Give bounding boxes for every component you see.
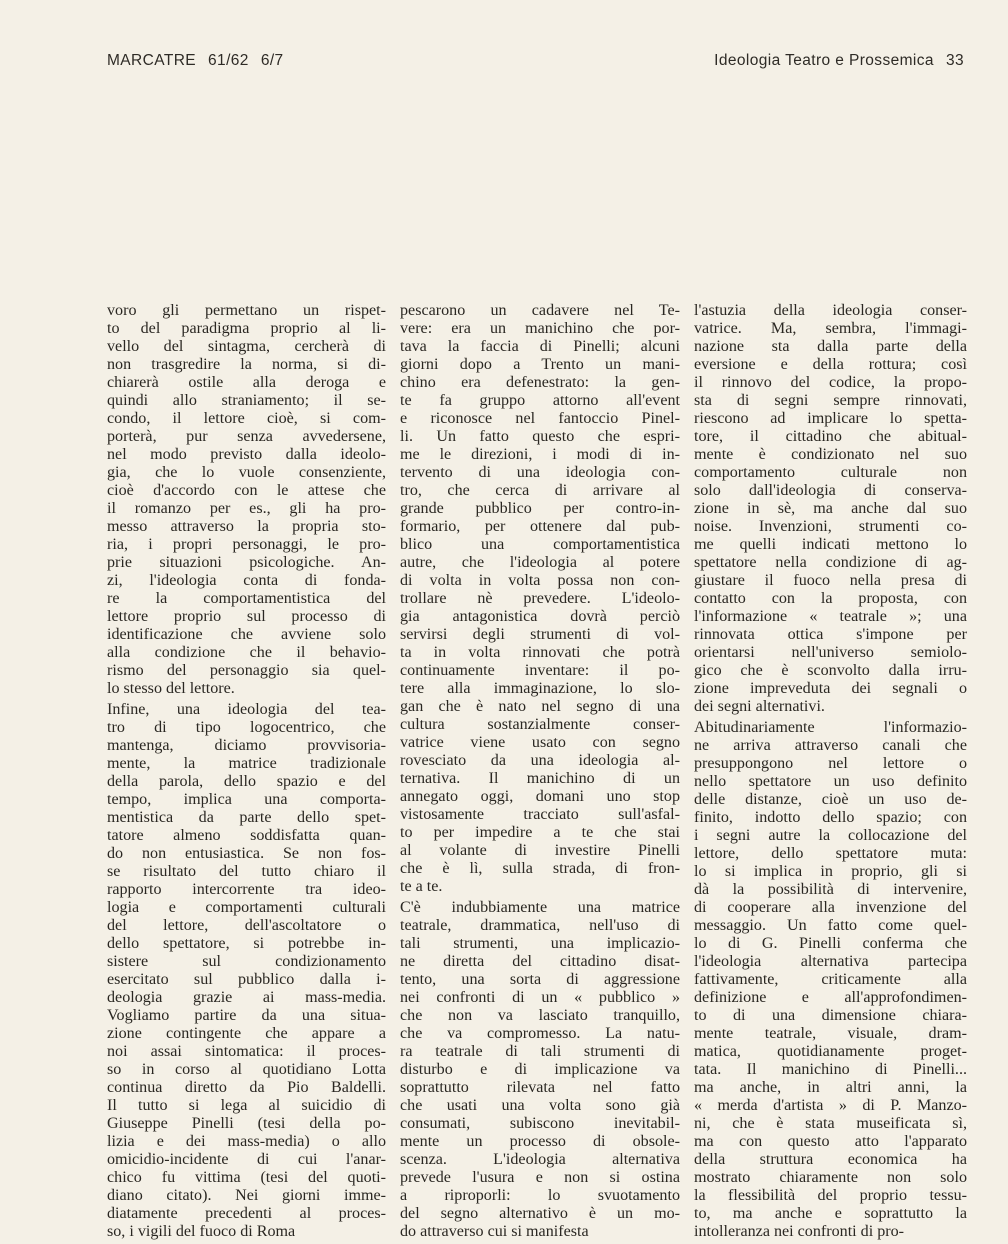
text-line: to per impedire a te che stai [400,824,680,841]
text-line: lo stesso del lettore. [107,680,235,697]
text-line: formario, per ottenere dal pub- [400,518,680,535]
text-line: vatrice. Ma, sembra, l'immagi- [694,320,967,337]
text-line: mostrato chiaramente non solo [694,1169,967,1186]
text-line: ta in volta rinnovati che potrà [400,644,680,661]
text-line: noise. Invenzioni, strumenti co- [694,518,967,535]
text-line: della parola, dello spazio e del [107,773,386,790]
text-line: pescarono un cadavere nel Te- [400,302,680,319]
text-line: soprattutto rilevata nel fatto [400,1079,680,1096]
text-line: consumati, subiscono inevitabil- [400,1115,680,1132]
text-line: grande pubblico per contro-in- [400,500,680,517]
text-line: mente teatrale, visuale, dram- [694,1025,967,1042]
text-line: sta di segni sempre rinnovati, [694,392,967,409]
text-line: diano citato). Nei giorni imme- [107,1187,386,1204]
text-line: tore, il cittadino che abitual- [694,428,967,445]
text-line: dello spettatore, si potrebbe in- [107,935,386,952]
text-line: mente è condizionato nel suo [694,446,967,463]
text-line: ra teatrale di tali strumenti di [400,1043,680,1060]
text-line: disturbo e di implicazione va [400,1061,680,1078]
text-line: to di una dimensione chiara- [694,1007,967,1024]
text-line: nazione sta dalla parte della [694,338,967,355]
text-line: Giuseppe Pinelli (tesi della po- [107,1115,386,1132]
text-line: esercitato sul pubblico dalla i- [107,971,386,988]
text-line: ria, i propri personaggi, le pro- [107,536,386,553]
text-line: to del paradigma proprio al li- [107,320,386,337]
text-line: continua diretto da Pio Baldelli. [107,1079,386,1096]
volume-number: 6/7 [260,52,284,69]
text-column-2 [400,302,680,1244]
text-line: cioè d'accordo con le attese che [107,482,386,499]
text-line: C'è indubbiamente una matrice [400,899,680,916]
issue-number: 61/62 [208,52,249,69]
header-left [107,52,284,70]
text-line: so, i vigili del fuoco di Roma [107,1223,296,1240]
text-line: il rinnovo del codice, la propo- [694,374,967,391]
text-line: diatamente precedenti al proces- [107,1205,386,1222]
text-line: di volta in volta possa non con- [400,572,680,589]
text-column-1 [107,302,386,1244]
text-line: te a te. [400,878,443,895]
text-line: vistosamente tracciato sull'asfal- [400,806,680,823]
text-line: sistere sul condizionamento [107,953,386,970]
text-line: dei segni alternativi. [694,698,825,715]
text-line: ni, che è stata museificata sì, [694,1115,967,1132]
text-line: to, ma anche e soprattutto la [694,1205,967,1222]
paragraph [400,302,680,896]
text-line: vello del sintagma, cercherà di [107,338,386,355]
text-line: fattivamente, criticamente alla [694,971,967,988]
text-line: do attraverso cui si manifesta [400,1223,589,1240]
text-line: e riconosce nel fantoccio Pinel- [400,410,680,427]
text-line: definizione e all'approfondimen- [694,989,967,1006]
text-line: lo di G. Pinelli conferma che [694,935,967,952]
text-line: trollare nè prevedere. L'ideolo- [400,590,680,607]
text-line: solo dall'ideologia di conserva- [694,482,967,499]
text-line: Abitudinariamente l'informazio- [694,719,967,736]
text-line: chino era defenestrato: la gen- [400,374,680,391]
text-line: zione impreveduta dei segnali o [694,680,967,697]
text-line: te fa gruppo attorno all'event [400,392,680,409]
text-line: prevede l'usura e non si ostina [400,1169,680,1186]
text-line: tro di tipo logocentrico, che [107,719,386,736]
text-line: condo, il lettore cioè, si com- [107,410,386,427]
paragraph [694,719,967,1241]
paragraph [400,899,680,1241]
text-line: chico fu vittima (tesi del quoti- [107,1169,386,1186]
text-line: che va compromesso. La natu- [400,1025,680,1042]
text-line: teatrale, drammatica, nell'uso di [400,917,680,934]
text-line: della struttura economica ha [694,1151,967,1168]
text-line: tatore almeno soddisfatta quan- [107,827,386,844]
text-line: vere: era un manichino che por- [400,320,680,337]
text-line: ternativa. Il manichino di un [400,770,680,787]
text-line: nei confronti di un « pubblico » [400,989,680,1006]
text-line: lettore proprio sul processo di [107,608,386,625]
text-line: gia, che lo vuole consenziente, [107,464,386,481]
text-line: il romanzo per es., gli ha pro- [107,500,386,517]
text-line: rovesciato da una ideologia al- [400,752,680,769]
text-line: lettore, dello spettatore muta: [694,845,967,862]
text-line: a riproporli: lo svuotamento [400,1187,680,1204]
text-line: spettatore nella condizione di ag- [694,554,967,571]
text-line: ma anche, in altri anni, la [694,1079,967,1096]
text-line: do non entusiastica. Se non fos- [107,845,386,862]
text-line: comportamento culturale non [694,464,967,481]
text-line: deologia grazie ai mass-media. [107,989,386,1006]
text-line: ma con questo atto l'apparato [694,1133,967,1150]
text-line: blico una comportamentistica [400,536,680,553]
text-line: ne diretta del cittadino disat- [400,953,680,970]
journal-title: MARCATRE [107,52,197,69]
text-line: Vogliamo partire da una situa- [107,1007,386,1024]
text-line: mantenga, diciamo provvisoria- [107,737,386,754]
text-line: mente un processo di obsole- [400,1133,680,1150]
text-line: vatrice viene usato con segno [400,734,680,751]
text-line: ne arriva attraverso canali che [694,737,967,754]
text-line: messo attraverso la propria sto- [107,518,386,535]
text-line: cultura sostanzialmente conser- [400,716,680,733]
text-line: zi, l'ideologia conta di fonda- [107,572,386,589]
text-line: se risultato del tutto chiaro il [107,863,386,880]
text-line: noi assai sintomatica: il proces- [107,1043,386,1060]
text-line: alla condizione che il behavio- [107,644,386,661]
text-line: tempo, implica una comporta- [107,791,386,808]
text-line: continuamente inventare: il po- [400,662,680,679]
text-line: del lettore, dell'ascoltatore o [107,917,386,934]
text-line: scenza. L'ideologia alternativa [400,1151,680,1168]
text-line: messaggio. Un fatto come quel- [694,917,967,934]
text-line: li. Un fatto questo che espri- [400,428,680,445]
text-line: annegato oggi, domani uno stop [400,788,680,805]
text-line: zione contingente che appare a [107,1025,386,1042]
text-line: i segni autre la collocazione del [694,827,967,844]
text-line: nello spettatore un uso definito [694,773,967,790]
text-line: gia antagonistica dovrà perciò [400,608,680,625]
text-line: tervento di una ideologia con- [400,464,680,481]
text-line: me quelli indicati mettono lo [694,536,967,553]
text-line: riescono ad implicare lo spetta- [694,410,967,427]
text-line: eversione e della rottura; così [694,356,967,373]
text-line: la flessibilità del proprio tessu- [694,1187,967,1204]
text-line: giustare il fuoco nella presa di [694,572,967,589]
text-line: che usati una volta sono già [400,1097,680,1114]
text-line: rinnovata ottica s'impone per [694,626,967,643]
paragraph [107,302,386,698]
text-line: orientarsi nell'universo semiolo- [694,644,967,661]
text-line: al volante di investire Pinelli [400,842,680,859]
paragraph [694,302,967,716]
text-line: tro, che cerca di arrivare al [400,482,680,499]
text-line: contatto con la proposta, con [694,590,967,607]
text-line: gico che è sconvolto dalla irru- [694,662,967,679]
text-line: intolleranza nei confronti di pro- [694,1223,905,1240]
text-line: l'astuzia della ideologia conser- [694,302,967,319]
text-line: me le direzioni, i modi di in- [400,446,680,463]
text-line: dà la possibilità di intervenire, [694,881,967,898]
text-line: tali strumenti, una implicazio- [400,935,680,952]
text-line: servirsi degli strumenti di vol- [400,626,680,643]
text-line: che è lì, sulla strada, di fron- [400,860,680,877]
text-line: re la comportamentistica del [107,590,386,607]
text-line: tere alla immaginazione, lo slo- [400,680,680,697]
text-line: rismo del personaggio sia quel- [107,662,386,679]
text-line: lo si implica in proprio, gli si [694,863,967,880]
text-column-3 [694,302,967,1244]
text-line: voro gli permettano un rispet- [107,302,386,319]
text-line: tento, una sorta di aggressione [400,971,680,988]
text-line: nel modo previsto dalla ideolo- [107,446,386,463]
text-line: chiarerà ostile alla deroga e [107,374,386,391]
text-line: giorni dopo a Trento un mani- [400,356,680,373]
running-header [0,52,1008,82]
text-line: Il tutto si lega al suicidio di [107,1097,386,1114]
text-line: zione in sè, ma anche dal suo [694,500,967,517]
text-line: prie situazioni psicologiche. An- [107,554,386,571]
text-line: tata. Il manichino di Pinelli... [694,1061,967,1078]
text-line: finito, indotto dello spazio; con [694,809,967,826]
text-line: Infine, una ideologia del tea- [107,701,386,718]
text-line: matica, quotidianamente proget- [694,1043,967,1060]
text-line: rapporto intercorrente tra ideo- [107,881,386,898]
text-line: mentistica da parte dello spet- [107,809,386,826]
text-line: gan che è nato nel segno di una [400,698,680,715]
text-line: delle distanze, cioè un uso de- [694,791,967,808]
text-line: presuppongono nel lettore o [694,755,967,772]
page-number: 33 [945,52,964,69]
text-line: non trasgredire la norma, si di- [107,356,386,373]
text-line: identificazione che avviene solo [107,626,386,643]
text-line: so in corso al quotidiano Lotta [107,1061,386,1078]
text-line: tava la faccia di Pinelli; alcuni [400,338,680,355]
text-line: mente, la matrice tradizionale [107,755,386,772]
text-line: quindi allo straniamento; il se- [107,392,386,409]
text-line: l'ideologia alternativa partecipa [694,953,967,970]
text-line: omicidio-incidente di cui l'anar- [107,1151,386,1168]
header-right [714,52,964,70]
text-line: che non va lasciato tranquillo, [400,1007,680,1024]
text-line: del segno alternativo è un mo- [400,1205,680,1222]
text-line: di cooperare alla invenzione del [694,899,967,916]
text-line: autre, che l'ideologia al potere [400,554,680,571]
text-line: l'informazione « teatrale »; una [694,608,967,625]
text-line: logia e comportamenti culturali [107,899,386,916]
text-line: « merda d'artista » di P. Manzo- [694,1097,967,1114]
text-line: lizia e dei mass-media) o allo [107,1133,386,1150]
paragraph [107,701,386,1241]
section-title: Ideologia Teatro e Prossemica [714,52,934,69]
text-line: porterà, pur senza avvedersene, [107,428,386,445]
